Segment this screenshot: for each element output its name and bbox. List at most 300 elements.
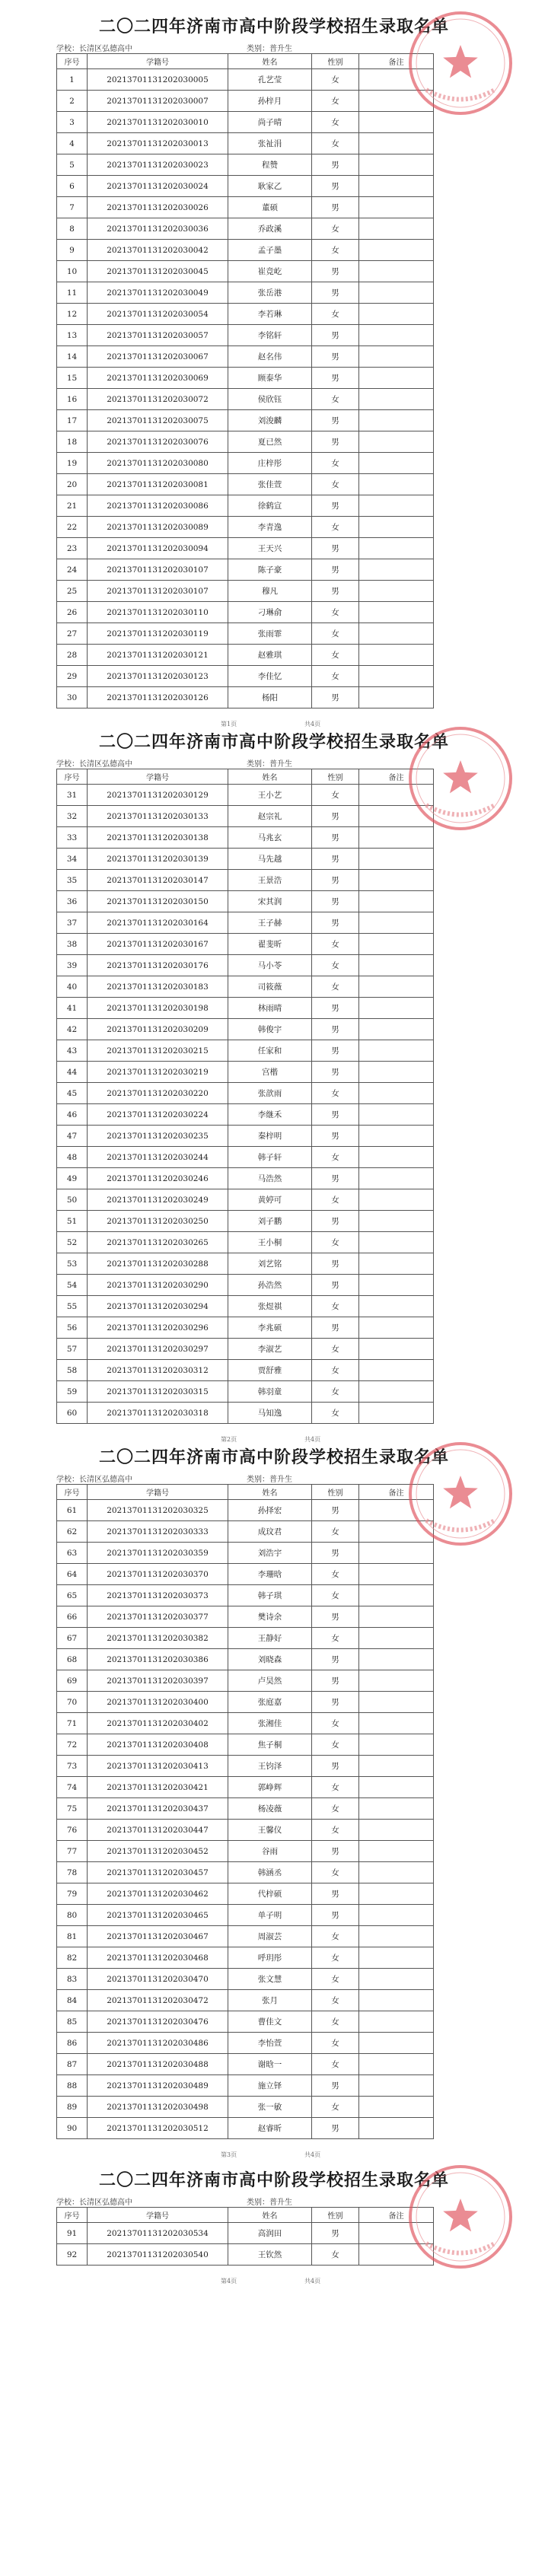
- table-row: [57, 955, 434, 976]
- cell-index: 44: [57, 1062, 88, 1083]
- cell-name: 赵名伟: [228, 346, 312, 368]
- cell-gender: 女: [312, 517, 359, 538]
- cell-index: 53: [57, 1253, 88, 1275]
- cell-gender: 男: [312, 2118, 359, 2139]
- table-row: [57, 304, 434, 325]
- cell-remark: [359, 1168, 434, 1189]
- cell-gender: 女: [312, 389, 359, 410]
- cell-remark: [359, 645, 434, 666]
- cell-student-id: 20213701131202030086: [88, 495, 228, 517]
- cell-index: 33: [57, 827, 88, 849]
- header-name: 姓名: [228, 54, 312, 69]
- cell-gender: 男: [312, 827, 359, 849]
- table-row: [57, 1040, 434, 1062]
- cell-student-id: 20213701131202030325: [88, 1500, 228, 1521]
- cell-student-id: 20213701131202030219: [88, 1062, 228, 1083]
- cell-remark: [359, 559, 434, 581]
- cell-index: 91: [57, 2223, 88, 2244]
- cell-name: 王静好: [228, 1628, 312, 1649]
- table-row: [57, 218, 434, 240]
- cell-name: 宫楷: [228, 1062, 312, 1083]
- cell-index: 28: [57, 645, 88, 666]
- cell-remark: [359, 1585, 434, 1606]
- cell-student-id: 20213701131202030512: [88, 2118, 228, 2139]
- cell-name: 王钦然: [228, 2244, 312, 2266]
- table-row: [57, 1500, 434, 1521]
- cell-student-id: 20213701131202030057: [88, 325, 228, 346]
- cell-name: 张文慧: [228, 1969, 312, 1990]
- header-index: 序号: [57, 2208, 88, 2223]
- footer-page-number: 第2页: [221, 1436, 237, 1443]
- cell-name: 徐鹤宣: [228, 495, 312, 517]
- cell-index: 6: [57, 176, 88, 197]
- cell-student-id: 20213701131202030447: [88, 1820, 228, 1841]
- cell-remark: [359, 1275, 434, 1296]
- cell-index: 46: [57, 1104, 88, 1126]
- table-row: [57, 1777, 434, 1798]
- category-label: 类别：普升生: [247, 760, 292, 769]
- header-remark: 备注: [359, 769, 434, 785]
- cell-student-id: 20213701131202030042: [88, 240, 228, 261]
- cell-gender: 女: [312, 1189, 359, 1211]
- cell-gender: 女: [312, 1713, 359, 1734]
- cell-index: 34: [57, 849, 88, 870]
- cell-remark: [359, 623, 434, 645]
- cell-name: 林雨晴: [228, 998, 312, 1019]
- cell-remark: [359, 1040, 434, 1062]
- cell-student-id: 20213701131202030076: [88, 431, 228, 453]
- cell-remark: [359, 1947, 434, 1969]
- cell-student-id: 20213701131202030121: [88, 645, 228, 666]
- cell-remark: [359, 1713, 434, 1734]
- cell-remark: [359, 474, 434, 495]
- cell-index: 17: [57, 410, 88, 431]
- cell-name: 成玟君: [228, 1521, 312, 1543]
- cell-index: 7: [57, 197, 88, 218]
- cell-name: 任家和: [228, 1040, 312, 1062]
- cell-remark: [359, 1019, 434, 1040]
- school-label: 学校：长清区弘德高中: [56, 760, 132, 769]
- cell-index: 52: [57, 1232, 88, 1253]
- cell-name: 孙择宏: [228, 1500, 312, 1521]
- footer-page-total: 共4页: [304, 2278, 321, 2285]
- table-row: [57, 1403, 434, 1424]
- cell-index: 32: [57, 806, 88, 827]
- cell-name: 赵宗礼: [228, 806, 312, 827]
- table-row: [57, 1841, 434, 1862]
- table-row: [57, 1168, 434, 1189]
- cell-gender: 男: [312, 538, 359, 559]
- table-row: [57, 998, 434, 1019]
- cell-gender: 女: [312, 785, 359, 806]
- cell-gender: 女: [312, 976, 359, 998]
- cell-gender: 女: [312, 645, 359, 666]
- cell-gender: 女: [312, 91, 359, 112]
- page-title: 二〇二四年济南市高中阶段学校招生录取名单: [98, 732, 449, 752]
- cell-student-id: 20213701131202030139: [88, 849, 228, 870]
- cell-index: 79: [57, 1883, 88, 1905]
- cell-gender: 女: [312, 2033, 359, 2054]
- cell-gender: 女: [312, 1147, 359, 1168]
- cell-name: 董硕: [228, 197, 312, 218]
- cell-remark: [359, 176, 434, 197]
- cell-name: 崔竞屹: [228, 261, 312, 282]
- cell-name: 孙梓月: [228, 91, 312, 112]
- table-row: [57, 325, 434, 346]
- cell-gender: 男: [312, 1062, 359, 1083]
- cell-remark: [359, 2118, 434, 2139]
- cell-remark: [359, 2054, 434, 2075]
- cell-index: 30: [57, 687, 88, 708]
- cell-gender: 男: [312, 1543, 359, 1564]
- header-remark: 备注: [359, 2208, 434, 2223]
- cell-remark: [359, 1798, 434, 1820]
- cell-name: 赵雅琪: [228, 645, 312, 666]
- cell-name: 尚子晴: [228, 112, 312, 133]
- table-row: [57, 1521, 434, 1543]
- cell-student-id: 20213701131202030476: [88, 2011, 228, 2033]
- table-row: [57, 806, 434, 827]
- cell-gender: 男: [312, 154, 359, 176]
- cell-gender: 女: [312, 666, 359, 687]
- cell-index: 41: [57, 998, 88, 1019]
- cell-index: 82: [57, 1947, 88, 1969]
- cell-name: 侯欣钰: [228, 389, 312, 410]
- cell-student-id: 20213701131202030054: [88, 304, 228, 325]
- table-row: [57, 1339, 434, 1360]
- cell-name: 樊诗余: [228, 1606, 312, 1628]
- cell-name: 卢昊然: [228, 1670, 312, 1692]
- cell-student-id: 20213701131202030370: [88, 1564, 228, 1585]
- school-label: 学校：长清区弘德高中: [56, 45, 132, 53]
- roster-table: [56, 1484, 434, 2139]
- cell-gender: 男: [312, 197, 359, 218]
- cell-remark: [359, 91, 434, 112]
- table-row: [57, 368, 434, 389]
- table-row: [57, 431, 434, 453]
- cell-gender: 女: [312, 623, 359, 645]
- cell-student-id: 20213701131202030359: [88, 1543, 228, 1564]
- table-row: [57, 891, 434, 912]
- cell-student-id: 20213701131202030421: [88, 1777, 228, 1798]
- cell-remark: [359, 1905, 434, 1926]
- cell-index: 1: [57, 69, 88, 91]
- cell-gender: 男: [312, 1606, 359, 1628]
- cell-name: 贾舒雅: [228, 1360, 312, 1381]
- cell-remark: [359, 389, 434, 410]
- cell-index: 15: [57, 368, 88, 389]
- table-row: [57, 1670, 434, 1692]
- category-label: 类别：普升生: [247, 1476, 292, 1484]
- cell-remark: [359, 955, 434, 976]
- table-row: [57, 1756, 434, 1777]
- table-row: [57, 2097, 434, 2118]
- cell-index: 92: [57, 2244, 88, 2266]
- cell-name: 杨凌薇: [228, 1798, 312, 1820]
- cell-index: 22: [57, 517, 88, 538]
- cell-name: 孔艺莹: [228, 69, 312, 91]
- cell-gender: 女: [312, 2244, 359, 2266]
- cell-remark: [359, 453, 434, 474]
- cell-gender: 女: [312, 2054, 359, 2075]
- cell-gender: 女: [312, 2097, 359, 2118]
- table-row: [57, 176, 434, 197]
- cell-index: 80: [57, 1905, 88, 1926]
- cell-remark: [359, 1296, 434, 1317]
- cell-gender: 女: [312, 1820, 359, 1841]
- cell-index: 71: [57, 1713, 88, 1734]
- table-row: [57, 2011, 434, 2033]
- cell-gender: 女: [312, 1628, 359, 1649]
- table-row: [57, 2223, 434, 2244]
- cell-remark: [359, 133, 434, 154]
- cell-student-id: 20213701131202030413: [88, 1756, 228, 1777]
- cell-remark: [359, 1339, 434, 1360]
- cell-index: 89: [57, 2097, 88, 2118]
- cell-name: 代梓硕: [228, 1883, 312, 1905]
- cell-student-id: 20213701131202030249: [88, 1189, 228, 1211]
- table-header-row: [57, 54, 434, 69]
- cell-remark: [359, 1820, 434, 1841]
- cell-remark: [359, 1232, 434, 1253]
- roster-table: [56, 53, 434, 708]
- cell-student-id: 20213701131202030094: [88, 538, 228, 559]
- cell-name: 王小桐: [228, 1232, 312, 1253]
- cell-name: 刘艺铭: [228, 1253, 312, 1275]
- cell-name: 王馨仪: [228, 1820, 312, 1841]
- cell-remark: [359, 1862, 434, 1883]
- cell-gender: 女: [312, 955, 359, 976]
- cell-index: 69: [57, 1670, 88, 1692]
- cell-remark: [359, 849, 434, 870]
- table-row: [57, 1083, 434, 1104]
- cell-gender: 男: [312, 687, 359, 708]
- cell-index: 60: [57, 1403, 88, 1424]
- cell-index: 39: [57, 955, 88, 976]
- cell-name: 李珊晗: [228, 1564, 312, 1585]
- cell-name: 韩涵丞: [228, 1862, 312, 1883]
- cell-remark: [359, 1500, 434, 1521]
- cell-student-id: 20213701131202030294: [88, 1296, 228, 1317]
- cell-name: 孟子墨: [228, 240, 312, 261]
- cell-gender: 男: [312, 176, 359, 197]
- cell-gender: 男: [312, 261, 359, 282]
- cell-remark: [359, 1403, 434, 1424]
- table-row: [57, 1713, 434, 1734]
- cell-remark: [359, 1189, 434, 1211]
- cell-name: 程赞: [228, 154, 312, 176]
- cell-name: 李继禾: [228, 1104, 312, 1126]
- cell-remark: [359, 304, 434, 325]
- table-row: [57, 1317, 434, 1339]
- cell-student-id: 20213701131202030067: [88, 346, 228, 368]
- cell-student-id: 20213701131202030150: [88, 891, 228, 912]
- cell-name: 张祉涓: [228, 133, 312, 154]
- cell-index: 81: [57, 1926, 88, 1947]
- cell-remark: [359, 1692, 434, 1713]
- table-row: [57, 1104, 434, 1126]
- cell-remark: [359, 2011, 434, 2033]
- table-row: [57, 1798, 434, 1820]
- cell-gender: 男: [312, 1883, 359, 1905]
- table-row: [57, 1275, 434, 1296]
- table-row: [57, 1905, 434, 1926]
- school-label: 学校：长清区弘德高中: [56, 2199, 132, 2207]
- cell-remark: [359, 517, 434, 538]
- cell-name: 杨阳: [228, 687, 312, 708]
- cell-remark: [359, 1883, 434, 1905]
- table-row: [57, 1628, 434, 1649]
- cell-gender: 女: [312, 1296, 359, 1317]
- cell-remark: [359, 1104, 434, 1126]
- cell-name: 呼玥彤: [228, 1947, 312, 1969]
- cell-gender: 男: [312, 1019, 359, 1040]
- table-row: [57, 474, 434, 495]
- cell-gender: 女: [312, 1969, 359, 1990]
- cell-remark: [359, 2033, 434, 2054]
- cell-index: 76: [57, 1820, 88, 1841]
- cell-gender: 女: [312, 1339, 359, 1360]
- table-row: [57, 666, 434, 687]
- cell-student-id: 20213701131202030089: [88, 517, 228, 538]
- cell-remark: [359, 1211, 434, 1232]
- table-row: [57, 2075, 434, 2097]
- cell-student-id: 20213701131202030107: [88, 581, 228, 602]
- cell-index: 85: [57, 2011, 88, 2033]
- cell-name: 赵睿昕: [228, 2118, 312, 2139]
- cell-student-id: 20213701131202030072: [88, 389, 228, 410]
- cell-name: 单子明: [228, 1905, 312, 1926]
- cell-gender: 男: [312, 1649, 359, 1670]
- cell-remark: [359, 112, 434, 133]
- cell-gender: 女: [312, 1862, 359, 1883]
- cell-gender: 男: [312, 849, 359, 870]
- cell-index: 10: [57, 261, 88, 282]
- cell-remark: [359, 325, 434, 346]
- table-row: [57, 453, 434, 474]
- table-row: [57, 827, 434, 849]
- table-row: [57, 410, 434, 431]
- cell-student-id: 20213701131202030026: [88, 197, 228, 218]
- table-row: [57, 517, 434, 538]
- table-row: [57, 1543, 434, 1564]
- cell-index: 57: [57, 1339, 88, 1360]
- cell-student-id: 20213701131202030183: [88, 976, 228, 998]
- cell-name: 曹佳文: [228, 2011, 312, 2033]
- cell-gender: 女: [312, 240, 359, 261]
- cell-remark: [359, 1062, 434, 1083]
- table-row: [57, 389, 434, 410]
- cell-index: 35: [57, 870, 88, 891]
- cell-student-id: 20213701131202030133: [88, 806, 228, 827]
- cell-index: 2: [57, 91, 88, 112]
- cell-index: 48: [57, 1147, 88, 1168]
- cell-remark: [359, 218, 434, 240]
- cell-student-id: 20213701131202030315: [88, 1381, 228, 1403]
- cell-name: 刁琳俞: [228, 602, 312, 623]
- cell-gender: 男: [312, 1040, 359, 1062]
- header-student-id: 学籍号: [88, 2208, 228, 2223]
- cell-index: 86: [57, 2033, 88, 2054]
- table-header-row: [57, 769, 434, 785]
- cell-student-id: 20213701131202030023: [88, 154, 228, 176]
- cell-index: 55: [57, 1296, 88, 1317]
- cell-gender: 女: [312, 602, 359, 623]
- cell-index: 3: [57, 112, 88, 133]
- table-row: [57, 538, 434, 559]
- table-row: [57, 2244, 434, 2266]
- cell-index: 11: [57, 282, 88, 304]
- footer-page-number: 第4页: [221, 2278, 237, 2285]
- header-gender: 性别: [312, 54, 359, 69]
- header-student-id: 学籍号: [88, 769, 228, 785]
- cell-student-id: 20213701131202030138: [88, 827, 228, 849]
- table-row: [57, 1360, 434, 1381]
- cell-gender: 男: [312, 559, 359, 581]
- table-row: [57, 934, 434, 955]
- cell-index: 61: [57, 1500, 88, 1521]
- cell-name: 张一敏: [228, 2097, 312, 2118]
- cell-student-id: 20213701131202030397: [88, 1670, 228, 1692]
- cell-student-id: 20213701131202030007: [88, 91, 228, 112]
- roster-table: [56, 769, 434, 1424]
- cell-student-id: 20213701131202030486: [88, 2033, 228, 2054]
- cell-student-id: 20213701131202030049: [88, 282, 228, 304]
- cell-remark: [359, 785, 434, 806]
- cell-gender: 女: [312, 1585, 359, 1606]
- cell-student-id: 20213701131202030437: [88, 1798, 228, 1820]
- cell-gender: 男: [312, 1211, 359, 1232]
- cell-name: 张湘佳: [228, 1713, 312, 1734]
- cell-student-id: 20213701131202030224: [88, 1104, 228, 1126]
- table-row: [57, 645, 434, 666]
- table-row: [57, 154, 434, 176]
- table-row: [57, 1062, 434, 1083]
- cell-name: 张歆雨: [228, 1083, 312, 1104]
- cell-name: 李怡萱: [228, 2033, 312, 2054]
- cell-student-id: 20213701131202030013: [88, 133, 228, 154]
- cell-student-id: 20213701131202030408: [88, 1734, 228, 1756]
- cell-name: 张雨霏: [228, 623, 312, 645]
- table-row: [57, 602, 434, 623]
- cell-gender: 男: [312, 1126, 359, 1147]
- cell-student-id: 20213701131202030080: [88, 453, 228, 474]
- cell-index: 75: [57, 1798, 88, 1820]
- cell-student-id: 20213701131202030119: [88, 623, 228, 645]
- cell-remark: [359, 538, 434, 559]
- cell-gender: 男: [312, 912, 359, 934]
- table-row: [57, 1969, 434, 1990]
- cell-index: 18: [57, 431, 88, 453]
- cell-name: 谢晗一: [228, 2054, 312, 2075]
- cell-remark: [359, 934, 434, 955]
- cell-student-id: 20213701131202030129: [88, 785, 228, 806]
- cell-remark: [359, 2244, 434, 2266]
- table-row: [57, 1232, 434, 1253]
- cell-gender: 女: [312, 304, 359, 325]
- header-gender: 性别: [312, 769, 359, 785]
- cell-index: 77: [57, 1841, 88, 1862]
- cell-remark: [359, 1253, 434, 1275]
- cell-remark: [359, 1990, 434, 2011]
- cell-index: 26: [57, 602, 88, 623]
- cell-gender: 男: [312, 806, 359, 827]
- cell-name: 王小艺: [228, 785, 312, 806]
- cell-index: 23: [57, 538, 88, 559]
- cell-index: 67: [57, 1628, 88, 1649]
- cell-student-id: 20213701131202030024: [88, 176, 228, 197]
- cell-student-id: 20213701131202030402: [88, 1713, 228, 1734]
